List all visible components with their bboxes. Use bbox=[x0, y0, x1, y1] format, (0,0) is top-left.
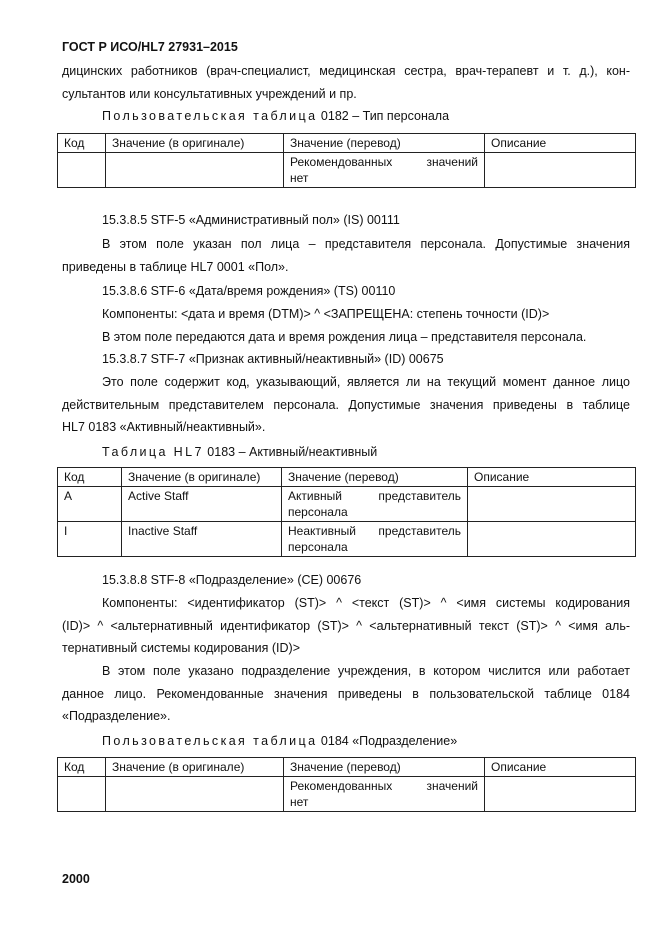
cell-trans bbox=[282, 487, 468, 522]
stf6-heading: 15.3.8.6 STF-6 «Дата/время рождения» (TS) 00110 bbox=[102, 284, 396, 298]
header-cell: Значение (перевод) bbox=[284, 758, 485, 777]
cell-trans bbox=[284, 777, 485, 812]
stf6-components: Компоненты: <дата и время (DTM)> ^ <ЗАПРЕЩЕНА: степень точности (ID)> bbox=[102, 307, 550, 321]
header-cell: Описание bbox=[485, 134, 636, 153]
cell-orig: Inactive Staff bbox=[122, 522, 282, 557]
caption-rest: 0183 – Активный/неактивный bbox=[203, 445, 378, 459]
para-line: данное лицо. Рекомендованные значения приведены в пользовательской таблице 0184 bbox=[62, 686, 630, 701]
header-cell: Значение (в оригинале) bbox=[106, 758, 284, 777]
caption-rest: 0184 «Подразделение» bbox=[317, 734, 458, 748]
table-row bbox=[58, 487, 636, 522]
cell-desc bbox=[468, 522, 636, 557]
document-header: ГОСТ Р ИСО/HL7 27931–2015 bbox=[62, 40, 238, 54]
cell-trans-line: персонала bbox=[288, 505, 348, 519]
cell-desc bbox=[485, 777, 636, 812]
stf7-paragraph bbox=[62, 371, 630, 439]
cell-trans-line: Рекомендованных значений bbox=[290, 155, 478, 169]
table-0182-caption bbox=[102, 109, 449, 123]
caption-prefix: Пользовательская таблица bbox=[102, 734, 318, 748]
cell-trans-line: нет bbox=[290, 795, 309, 809]
stf5-paragraph bbox=[62, 233, 630, 278]
table-0182 bbox=[57, 133, 636, 188]
header-cell: Значение (в оригинале) bbox=[106, 134, 284, 153]
cell-code bbox=[58, 777, 106, 812]
para-line: (ID)> ^ <альтернативный идентификатор (ST)> ^ <альтернативный текст (ST)> ^ <имя аль- bbox=[62, 618, 630, 633]
cell-desc bbox=[485, 153, 636, 188]
para-line: «Подразделение». bbox=[62, 709, 171, 723]
table-0183-caption bbox=[102, 445, 377, 459]
table-row bbox=[58, 153, 636, 188]
para-line: тернативный системы кодирования (ID)> bbox=[62, 641, 301, 655]
para-line: действительным представителем персонала. Допустимые значения приведены в таблице bbox=[62, 397, 630, 412]
cell-trans-line: Активный представитель bbox=[288, 489, 461, 503]
table-header-row bbox=[58, 134, 636, 153]
table-header-row bbox=[58, 468, 636, 487]
intro-line: дицинских работников (врач-специалист, медицинская сестра, врач-терапевт и т. д.), кон- bbox=[62, 64, 630, 78]
header-cell: Описание bbox=[485, 758, 636, 777]
stf7-heading: 15.3.8.7 STF-7 «Признак активный/неактивный» (ID) 00675 bbox=[102, 352, 444, 366]
cell-trans bbox=[282, 522, 468, 557]
table-0183 bbox=[57, 467, 636, 557]
stf8-paragraph bbox=[62, 660, 630, 728]
para-line: приведены в таблице HL7 0001 «Пол». bbox=[62, 259, 289, 274]
intro-paragraph bbox=[62, 60, 630, 105]
cell-trans-line: персонала bbox=[288, 540, 348, 554]
cell-desc bbox=[468, 487, 636, 522]
stf8-heading: 15.3.8.8 STF-8 «Подразделение» (CE) 00676 bbox=[102, 573, 362, 587]
header-cell: Код bbox=[58, 134, 106, 153]
table-header-row bbox=[58, 758, 636, 777]
cell-trans bbox=[284, 153, 485, 188]
para-line: Это поле содержит код, указывающий, является ли на текущий момент данное лицо bbox=[102, 375, 630, 389]
caption-prefix: Пользовательская таблица bbox=[102, 109, 318, 123]
page-number: 2000 bbox=[62, 872, 90, 886]
cell-code: I bbox=[58, 522, 122, 557]
para-line: Компоненты: <идентификатор (ST)> ^ <текст (ST)> ^ <имя системы кодирования bbox=[102, 596, 630, 610]
header-cell: Описание bbox=[468, 468, 636, 487]
header-cell: Значение (в оригинале) bbox=[122, 468, 282, 487]
cell-code: A bbox=[58, 487, 122, 522]
stf5-heading: 15.3.8.5 STF-5 «Административный пол» (IS) 00111 bbox=[102, 213, 400, 227]
table-0184 bbox=[57, 757, 636, 812]
caption-prefix: Таблица HL7 bbox=[102, 445, 204, 459]
table-row bbox=[58, 777, 636, 812]
cell-orig bbox=[106, 777, 284, 812]
stf8-components bbox=[62, 592, 630, 660]
header-cell: Значение (перевод) bbox=[282, 468, 468, 487]
para-line: В этом поле указан пол лица – представителя персонала. Допустимые значения bbox=[102, 237, 630, 251]
intro-line: сультантов или консультативных учреждений и пр. bbox=[62, 86, 357, 101]
table-0184-caption bbox=[102, 734, 457, 748]
table-row bbox=[58, 522, 636, 557]
para-line: HL7 0183 «Активный/неактивный». bbox=[62, 420, 266, 434]
caption-rest: 0182 – Тип персонала bbox=[317, 109, 450, 123]
cell-code bbox=[58, 153, 106, 188]
para-line: В этом поле указано подразделение учреждения, в котором числится или работает bbox=[102, 664, 630, 678]
header-cell: Код bbox=[58, 468, 122, 487]
cell-trans-line: нет bbox=[290, 171, 309, 185]
header-cell: Код bbox=[58, 758, 106, 777]
cell-orig: Active Staff bbox=[122, 487, 282, 522]
cell-orig bbox=[106, 153, 284, 188]
cell-trans-line: Рекомендованных значений bbox=[290, 779, 478, 793]
stf6-paragraph: В этом поле передаются дата и время рождения лица – представителя персонала. bbox=[102, 330, 587, 344]
header-cell: Значение (перевод) bbox=[284, 134, 485, 153]
cell-trans-line: Неактивный представитель bbox=[288, 524, 461, 538]
